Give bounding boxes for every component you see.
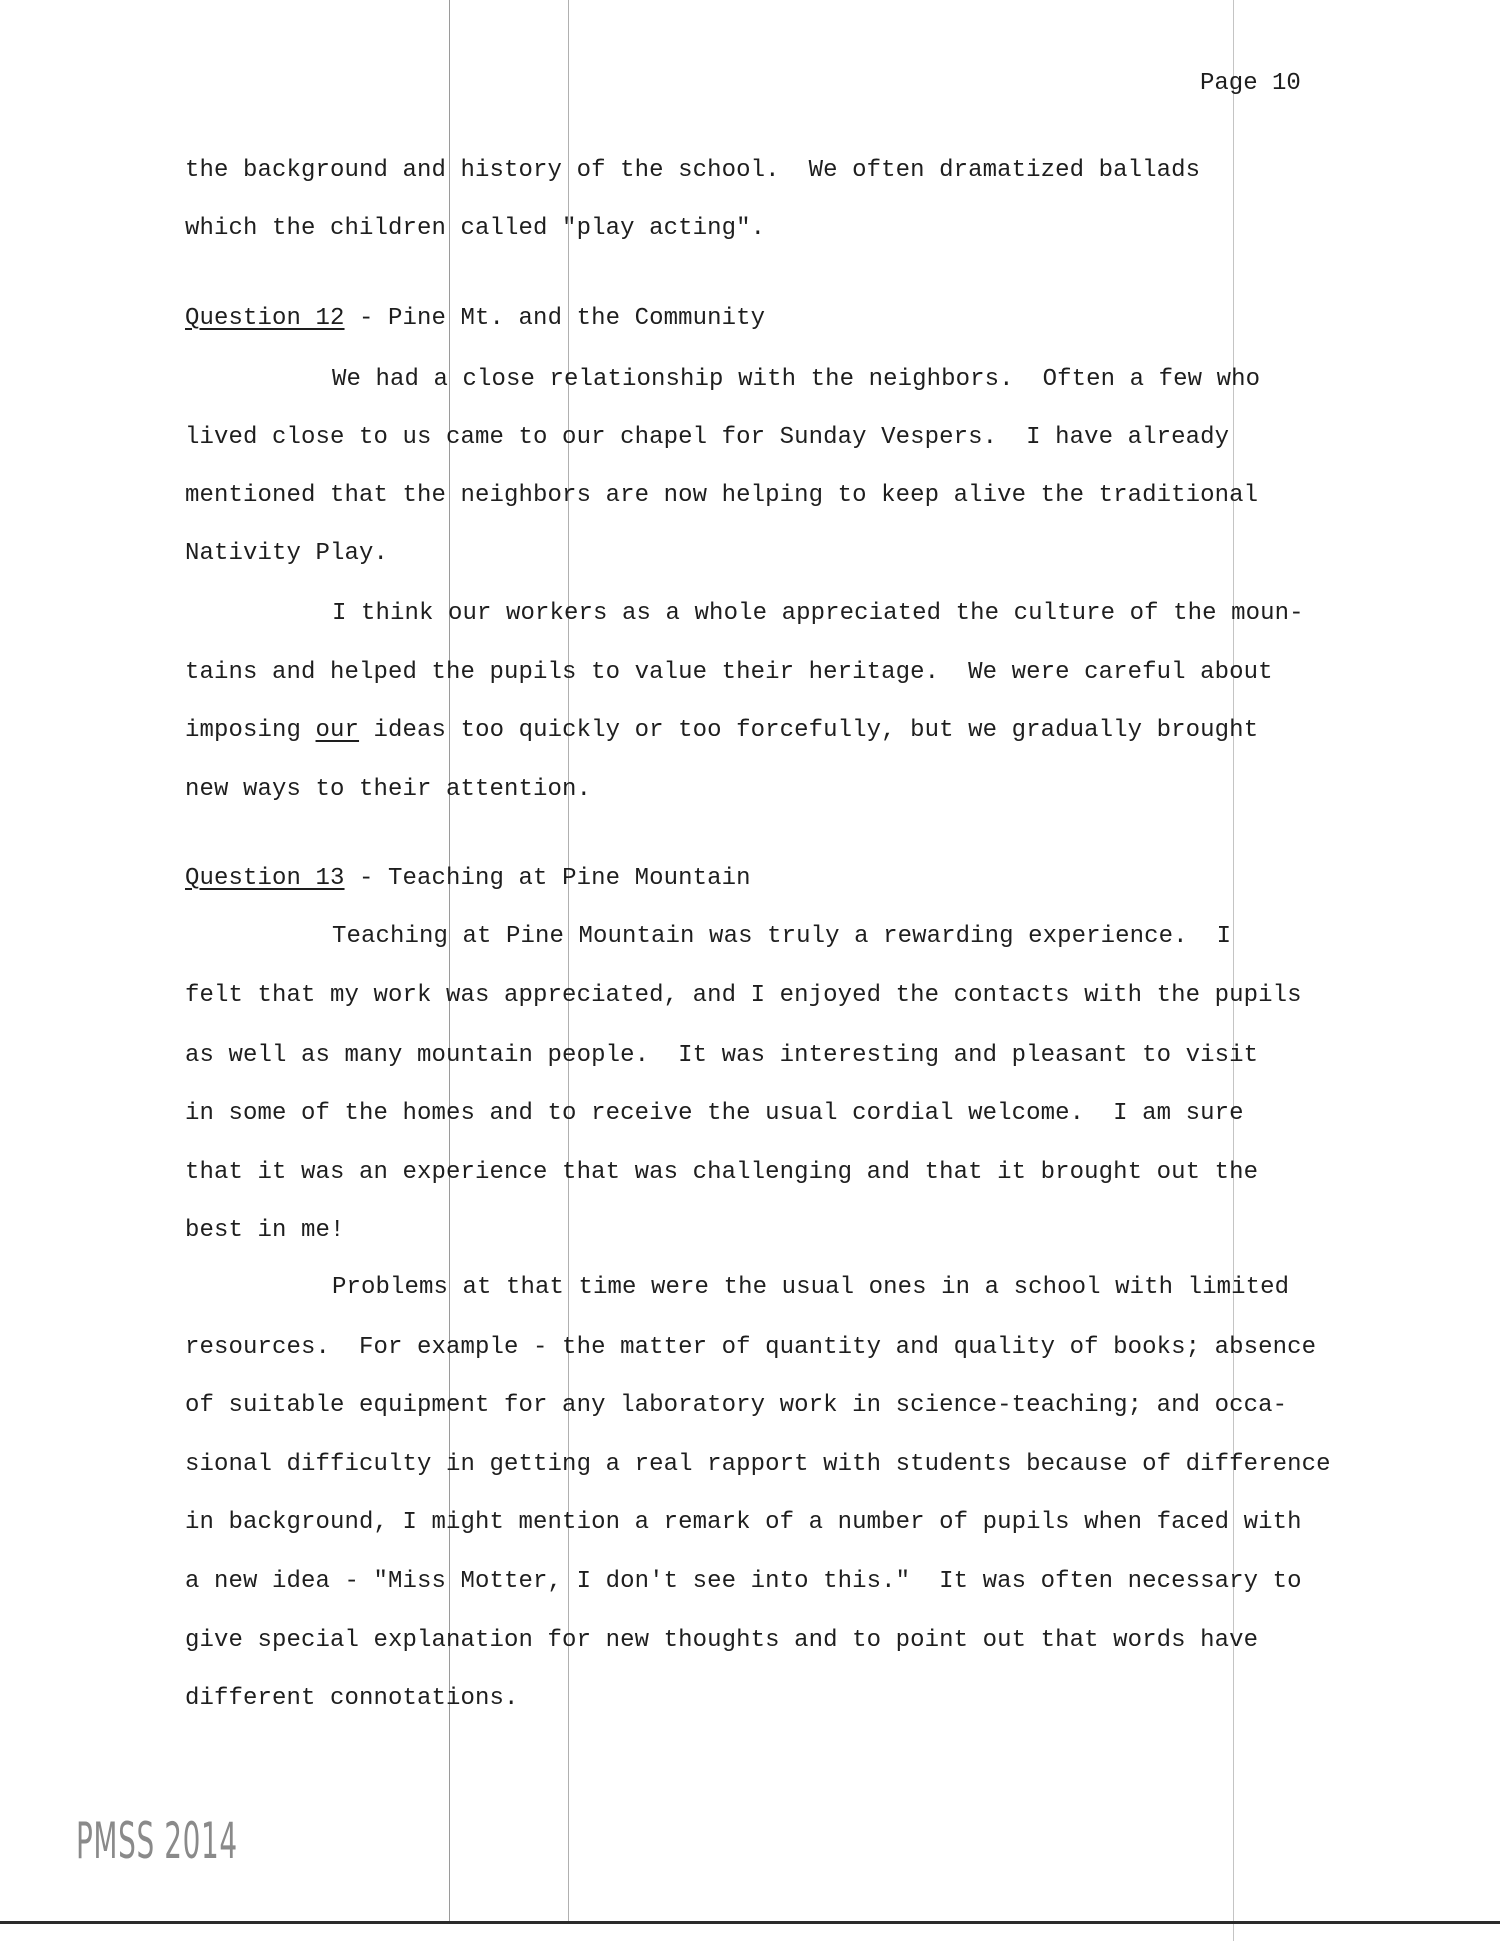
text-line: I think our workers as a whole appreciated the culture of the moun-: [332, 600, 1304, 627]
text-line: best in me!: [185, 1217, 345, 1244]
page-number: Page 10: [1200, 70, 1301, 97]
text-line: in some of the homes and to receive the usual cordial welcome. I am sure: [185, 1100, 1244, 1127]
heading-title: - Teaching at Pine Mountain: [344, 865, 751, 892]
text-line: [185, 716, 1258, 746]
text-line: as well as many mountain people. It was interesting and pleasant to visit: [185, 1042, 1259, 1069]
text-line: resources. For example - the matter of quantity and quality of books; absence: [185, 1334, 1317, 1361]
text-line: Problems at that time were the usual ones in a school with limited: [332, 1274, 1290, 1301]
text-line: which the children called "play acting".: [185, 215, 766, 242]
archive-watermark: PMSS 2014: [76, 1812, 238, 1870]
text-line: Teaching at Pine Mountain was truly a rewarding experience. I: [332, 923, 1232, 950]
text-segment: imposing: [185, 717, 316, 744]
text-line: different connotations.: [185, 1685, 519, 1712]
page-bottom-edge: [0, 1921, 1500, 1924]
text-line: felt that my work was appreciated, and I enjoyed the contacts with the pupils: [185, 982, 1302, 1009]
text-line: that it was an experience that was challenging and that it brought out the: [185, 1159, 1259, 1186]
text-line: in background, I might mention a remark of a number of pupils when faced with: [185, 1509, 1302, 1536]
section-heading-q13: [185, 864, 751, 894]
heading-label: Question 12: [185, 305, 345, 332]
text-line: give special explanation for new thoughts and to point out that words have: [185, 1627, 1259, 1654]
text-line: tains and helped the pupils to value their heritage. We were careful about: [185, 659, 1273, 686]
text-line: the background and history of the school. We often dramatized ballads: [185, 157, 1201, 184]
text-line: new ways to their attention.: [185, 776, 592, 803]
heading-label: Question 13: [185, 865, 345, 892]
text-line: Nativity Play.: [185, 540, 389, 567]
text-line: of suitable equipment for any laboratory work in science-teaching; and occa-: [185, 1392, 1288, 1419]
text-line: a new idea - "Miss Motter, I don't see into this." It was often necessary to: [185, 1568, 1302, 1595]
text-segment: ideas too quickly or too forcefully, but we gradually brought: [359, 717, 1259, 744]
text-line: mentioned that the neighbors are now helping to keep alive the traditional: [185, 482, 1259, 509]
section-heading-q12: [185, 304, 765, 334]
text-line: We had a close relationship with the neighbors. Often a few who: [332, 366, 1261, 393]
text-line: sional difficulty in getting a real rapport with students because of difference: [185, 1451, 1331, 1478]
underlined-word: our: [315, 717, 360, 744]
heading-title: - Pine Mt. and the Community: [344, 305, 766, 332]
text-line: lived close to us came to our chapel for Sunday Vespers. I have already: [185, 424, 1230, 451]
